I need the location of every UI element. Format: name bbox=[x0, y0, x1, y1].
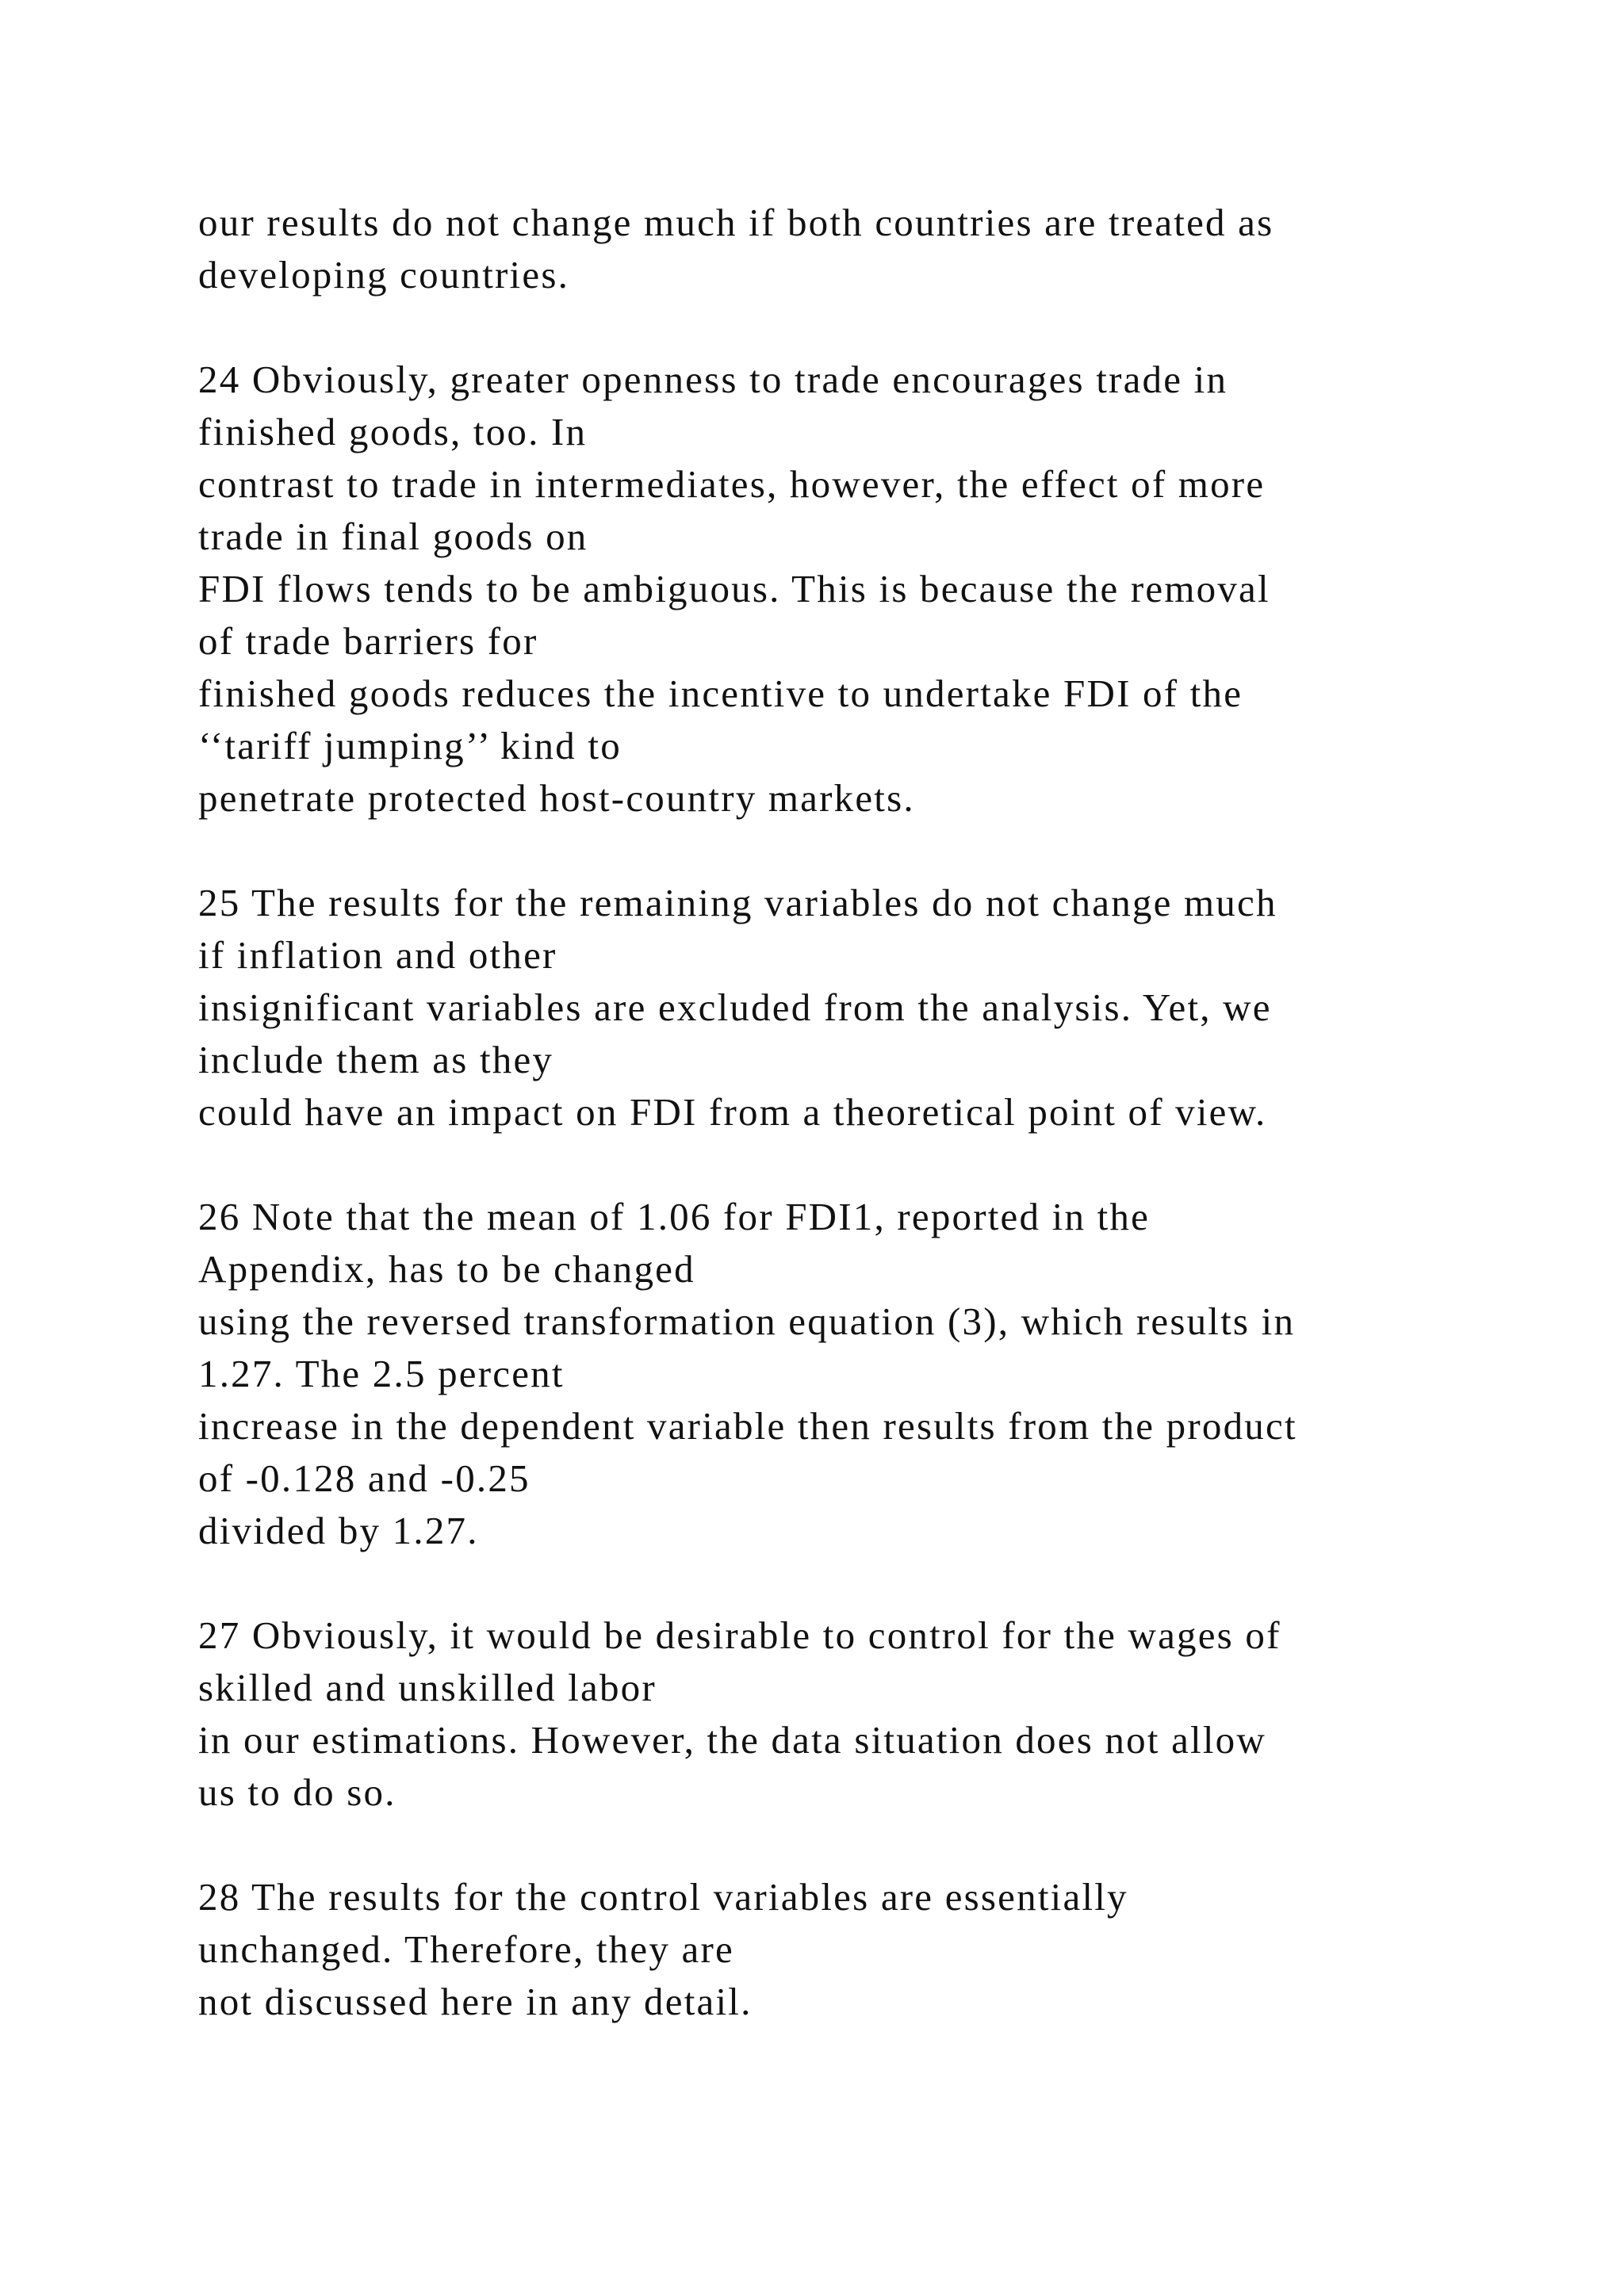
text-line: penetrate protected host-country markets. bbox=[198, 776, 915, 820]
text-line: include them as they bbox=[198, 1038, 554, 1081]
text-line: increase in the dependent variable then results from the product bbox=[198, 1404, 1297, 1448]
text-line: 24 Obviously, greater openness to trade encourages trade in bbox=[198, 358, 1228, 401]
text-line: if inflation and other bbox=[198, 933, 557, 977]
text-line: of -0.128 and -0.25 bbox=[198, 1456, 530, 1500]
text-line: finished goods reduces the incentive to undertake FDI of the bbox=[198, 672, 1243, 715]
text-line: 1.27. The 2.5 percent bbox=[198, 1352, 565, 1395]
text-line: in our estimations. However, the data situation does not allow bbox=[198, 1718, 1266, 1762]
text-line: insignificant variables are excluded from the analysis. Yet, we bbox=[198, 985, 1272, 1029]
text-line: FDI flows tends to be ambiguous. This is because the removal bbox=[198, 567, 1270, 610]
text-line: finished goods, too. In bbox=[198, 410, 588, 453]
text-line: 27 Obviously, it would be desirable to control for the wages of bbox=[198, 1613, 1281, 1657]
text-line: 28 The results for the control variables are essentially bbox=[198, 1875, 1128, 1919]
text-line: using the reversed transformation equation (3), which results in bbox=[198, 1299, 1296, 1343]
text-line: Appendix, has to be changed bbox=[198, 1247, 695, 1291]
footnote-25 bbox=[198, 877, 1546, 1138]
text-line: ‘‘tariff jumping’’ kind to bbox=[198, 724, 622, 767]
text-line: our results do not change much if both countries are treated as bbox=[198, 201, 1274, 244]
text-line: contrast to trade in intermediates, however, the effect of more bbox=[198, 462, 1266, 506]
text-line: could have an impact on FDI from a theoretical point of view. bbox=[198, 1090, 1267, 1134]
footnote-26 bbox=[198, 1191, 1546, 1557]
text-line: not discussed here in any detail. bbox=[198, 1980, 753, 2023]
footnotes-text bbox=[198, 197, 1546, 2080]
text-line: divided by 1.27. bbox=[198, 1509, 479, 1552]
footnote-27 bbox=[198, 1609, 1546, 1819]
text-line: trade in final goods on bbox=[198, 515, 588, 558]
text-line: skilled and unskilled labor bbox=[198, 1666, 657, 1709]
text-line: of trade barriers for bbox=[198, 619, 538, 663]
text-line: developing countries. bbox=[198, 253, 570, 297]
text-line: us to do so. bbox=[198, 1770, 396, 1814]
text-line: 25 The results for the remaining variables do not change much bbox=[198, 881, 1277, 924]
paragraph-continuation bbox=[198, 197, 1546, 301]
text-line: unchanged. Therefore, they are bbox=[198, 1927, 734, 1971]
footnote-28 bbox=[198, 1871, 1546, 2028]
footnote-24 bbox=[198, 354, 1546, 825]
text-line: 26 Note that the mean of 1.06 for FDI1, reported in the bbox=[198, 1195, 1151, 1238]
